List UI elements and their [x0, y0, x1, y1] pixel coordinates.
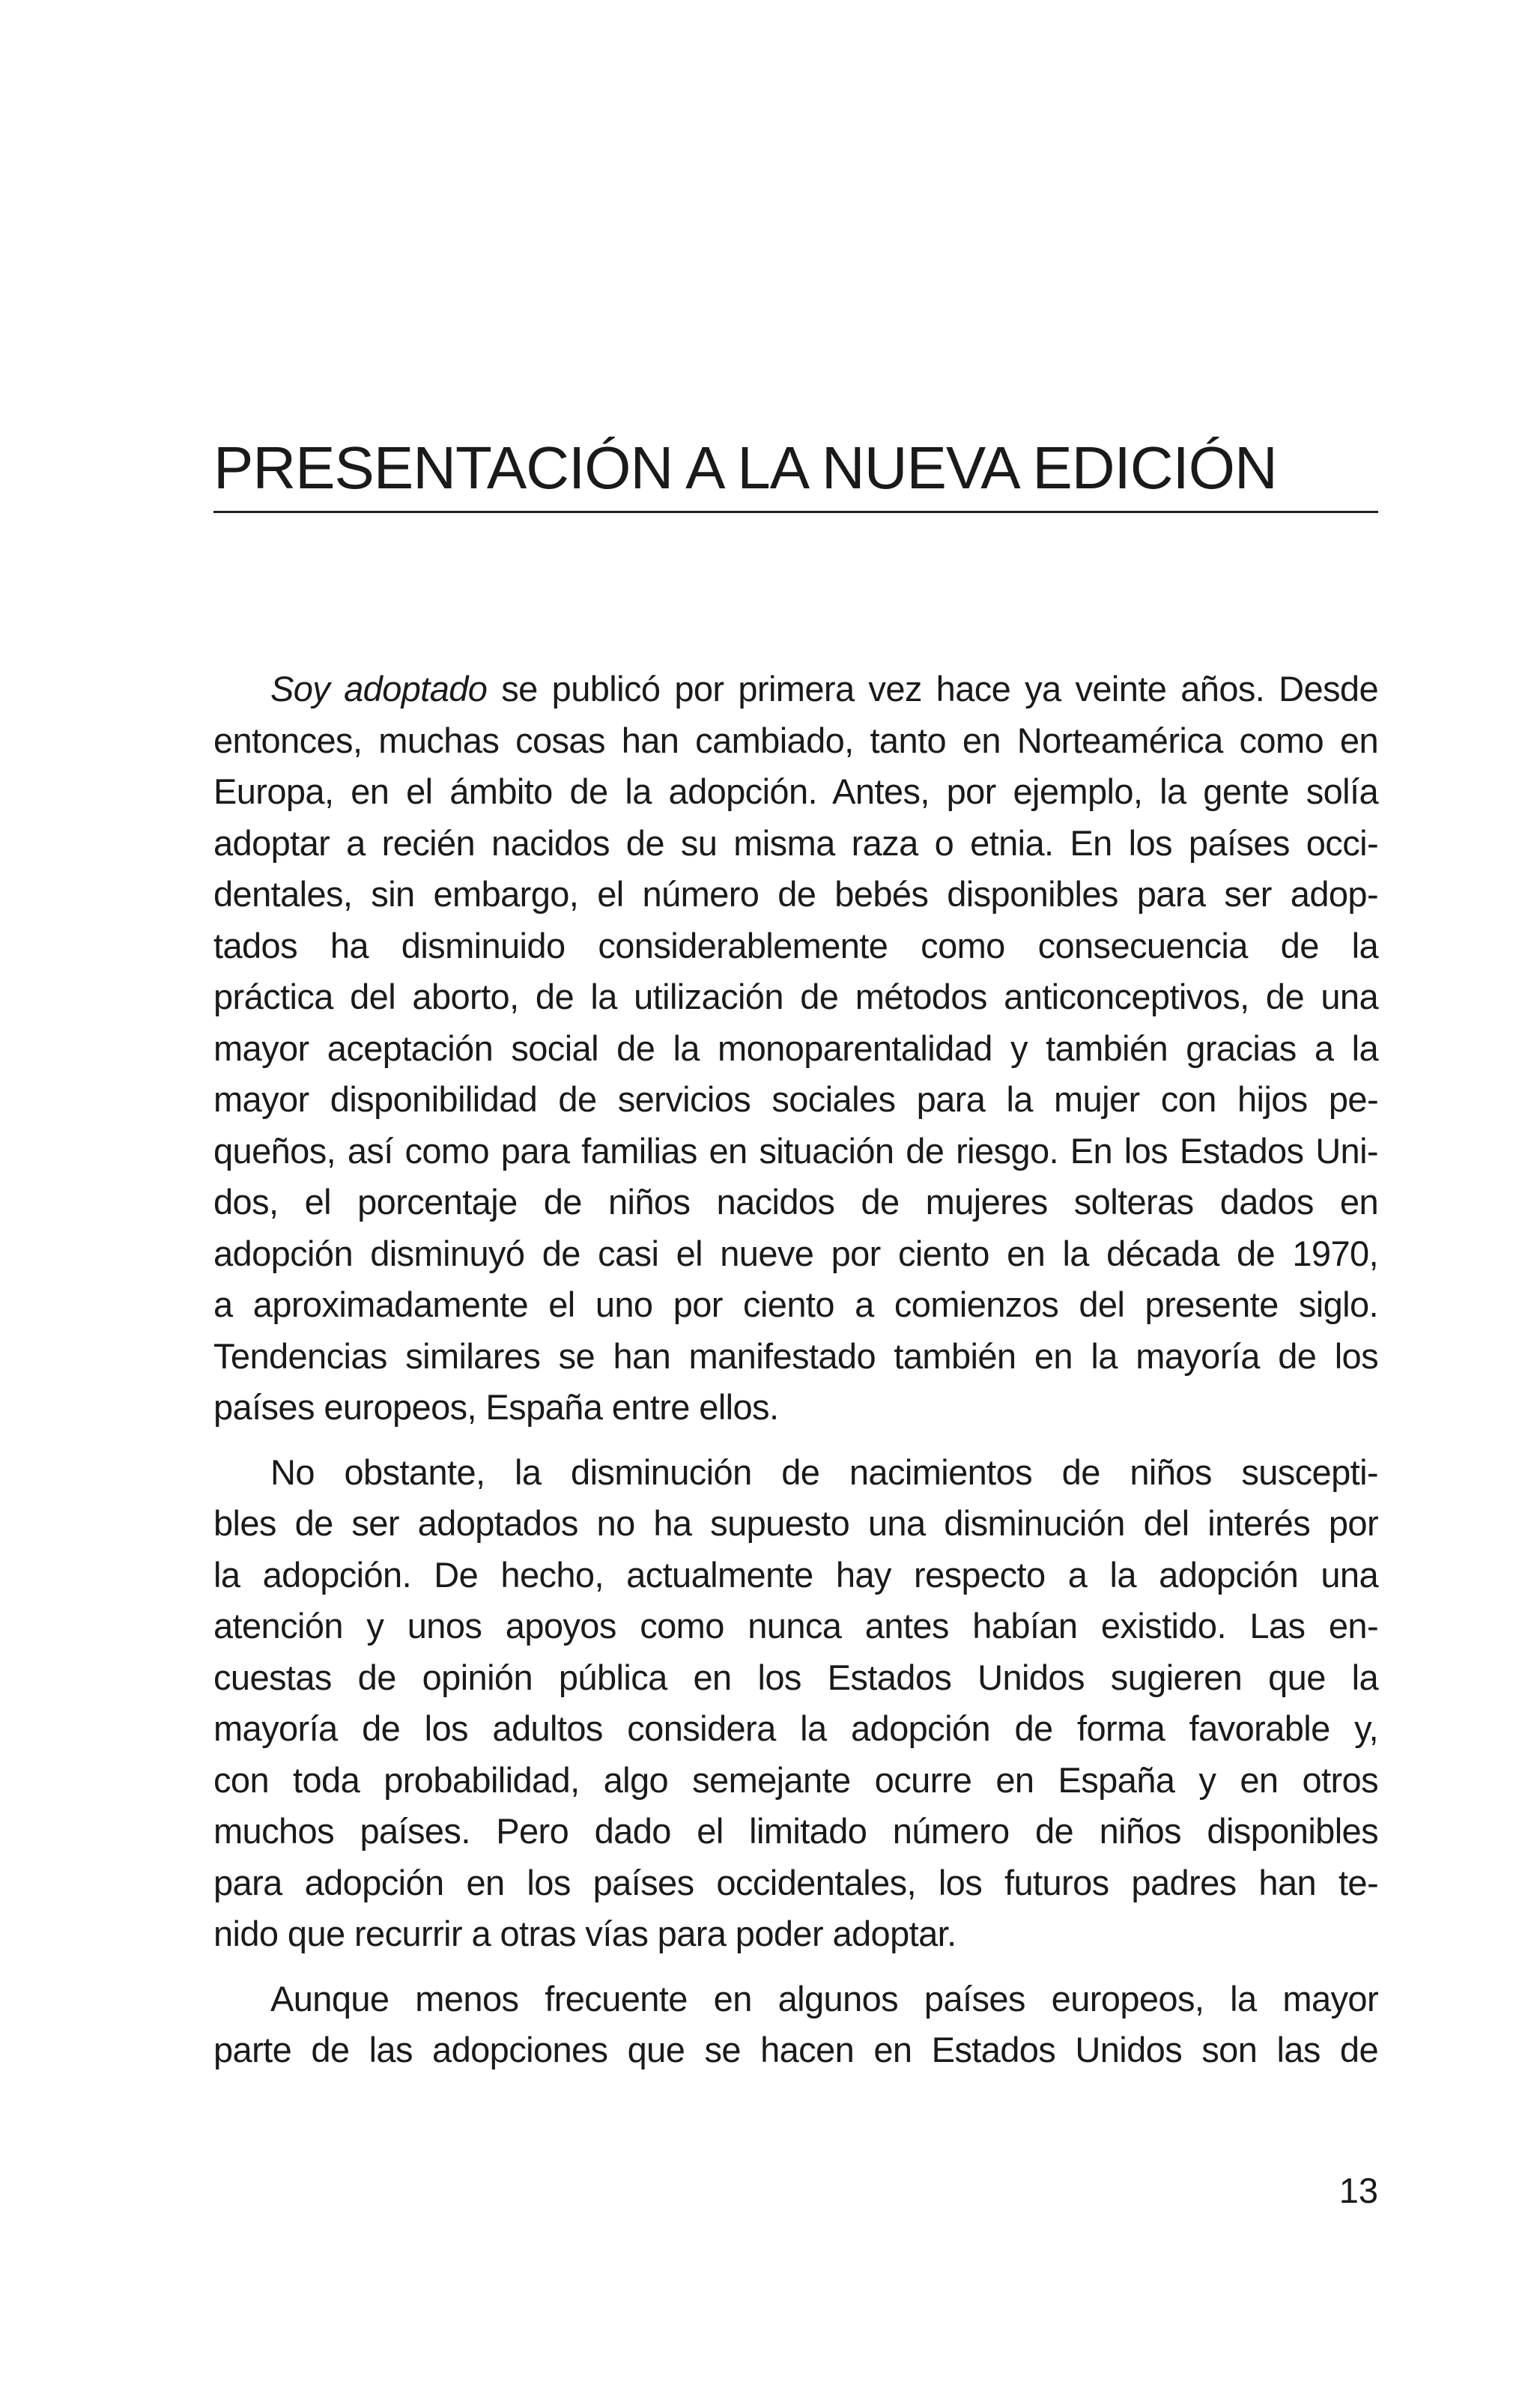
text-line: mayor aceptación social de la monoparentalidad y también gracias a la	[213, 1028, 1378, 1068]
text-line: muchos países. Pero dado el limitado número de niños disponibles	[213, 1811, 1378, 1851]
text-line: a aproximadamente el uno por ciento a comienzos del presente siglo.	[213, 1285, 1378, 1324]
title-underline	[213, 511, 1378, 513]
text-line: cuestas de opinión pública en los Estados Unidos sugieren que la	[213, 1657, 1378, 1697]
text-line: Europa, en el ámbito de la adopción. Antes, por ejemplo, la gente solía	[213, 771, 1378, 811]
text-line: queños, así como para familias en situación de riesgo. En los Estados Uni-	[213, 1130, 1378, 1171]
text-line: nido que recurrir a otras vías para poder adoptar.	[213, 1914, 957, 1953]
chapter-title: PRESENTACIÓN A LA NUEVA EDICIÓN	[213, 434, 1277, 501]
text-line: dos, el porcentaje de niños nacidos de mujeres solteras dados en	[213, 1182, 1378, 1222]
text-line: mayoría de los adultos considera la adopción de forma favorable y,	[213, 1708, 1378, 1748]
text-line: para adopción en los países occidentales, los futuros padres han te-	[213, 1862, 1378, 1902]
text-line: bles de ser adoptados no ha supuesto una disminución del interés por	[213, 1503, 1378, 1543]
text-line: entonces, muchas cosas han cambiado, tanto en Norteamérica como en	[213, 720, 1378, 760]
text-line: la adopción. De hecho, actualmente hay respecto a la adopción una	[213, 1554, 1378, 1595]
body-text	[213, 664, 1378, 2090]
text-line: atención y unos apoyos como nunca antes habían existido. Las en-	[213, 1606, 1378, 1646]
paragraph-1	[213, 664, 1378, 1434]
paragraph-3	[213, 1974, 1378, 2076]
text-line: Aunque menos frecuente en algunos países europeos, la mayor	[270, 1978, 1378, 2019]
page-number: 13	[1339, 2171, 1378, 2210]
text-line: adopción disminuyó de casi el nueve por ciento en la década de 1970,	[213, 1233, 1378, 1273]
text-line: práctica del aborto, de la utilización de métodos anticonceptivos, de una	[213, 977, 1378, 1016]
text-line: parte de las adopciones que se hacen en Estados Unidos son las de	[213, 2030, 1378, 2069]
text-line: Tendencias similares se han manifestado también en la mayoría de los	[213, 1335, 1378, 1376]
paragraph-2	[213, 1447, 1378, 1960]
book-title-italic: Soy adoptado	[270, 669, 488, 709]
text-line: países europeos, España entre ellos.	[213, 1387, 779, 1427]
text-line: con toda probabilidad, algo semejante ocurre en España y en otros	[213, 1759, 1378, 1800]
text-line: dentales, sin embargo, el número de bebés disponibles para ser adop-	[213, 874, 1378, 914]
text-line: adoptar a recién nacidos de su misma raza o etnia. En los países occi-	[213, 822, 1378, 863]
text-line: tados ha disminuido considerablemente como consecuencia de la	[213, 925, 1378, 965]
text-line: Soy adoptado se publicó por primera vez hace ya veinte años. Desde	[270, 669, 1378, 709]
text-line: mayor disponibilidad de servicios sociales para la mujer con hijos pe-	[213, 1079, 1378, 1119]
text-line: No obstante, la disminución de nacimientos de niños suscepti-	[270, 1452, 1378, 1492]
